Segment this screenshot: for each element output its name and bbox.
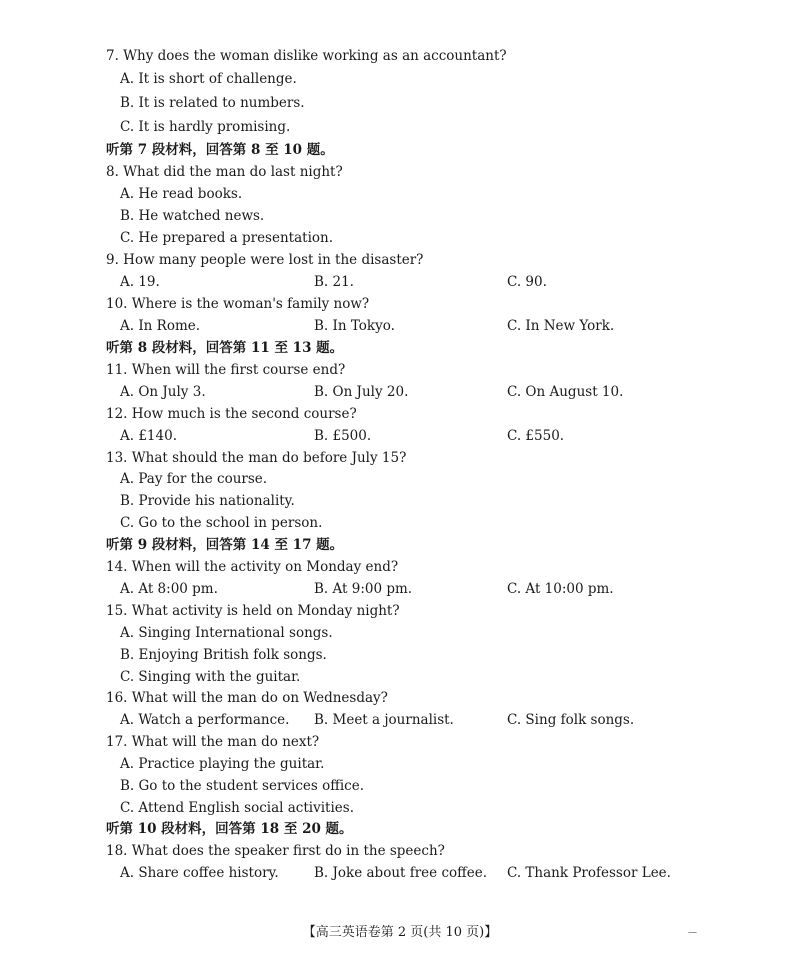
option-18a: A. Share coffee history. <box>120 865 279 881</box>
option-8b: B. He watched news. <box>120 208 265 224</box>
option-10a: A. In Rome. <box>120 318 201 334</box>
option-9b: B. 21. <box>314 274 354 290</box>
question-17: 17. What will the man do next? <box>106 734 320 750</box>
question-8: 8. What did the man do last night? <box>106 164 343 180</box>
option-17b: B. Go to the student services office. <box>120 778 365 794</box>
option-16b: B. Meet a journalist. <box>314 712 454 728</box>
option-7b: B. It is related to numbers. <box>120 95 305 111</box>
option-11b: B. On July 20. <box>314 384 409 400</box>
option-15c: C. Singing with the guitar. <box>120 669 301 685</box>
option-7c: C. It is hardly promising. <box>120 119 291 135</box>
option-14a: A. At 8:00 pm. <box>120 581 218 597</box>
question-12: 12. How much is the second course? <box>106 406 357 422</box>
option-15a: A. Singing International songs. <box>120 625 333 641</box>
scan-mark: — <box>688 928 697 938</box>
page-footer: 【高三英语卷第 2 页(共 10 页)】 <box>302 925 498 940</box>
question-16: 16. What will the man do on Wednesday? <box>106 690 388 706</box>
option-16a: A. Watch a performance. <box>120 712 290 728</box>
option-11c: C. On August 10. <box>507 384 624 400</box>
option-12b: B. £500. <box>314 428 372 444</box>
question-11: 11. When will the first course end? <box>106 362 346 378</box>
question-7: 7. Why does the woman dislike working as an accountant? <box>106 48 507 64</box>
option-18c: C. Thank Professor Lee. <box>507 865 671 881</box>
question-9: 9. How many people were lost in the disaster? <box>106 252 424 268</box>
option-16c: C. Sing folk songs. <box>507 712 635 728</box>
option-17a: A. Practice playing the guitar. <box>120 756 325 772</box>
option-12a: A. £140. <box>120 428 177 444</box>
option-8a: A. He read books. <box>120 186 243 202</box>
option-17c: C. Attend English social activities. <box>120 800 354 816</box>
option-13c: C. Go to the school in person. <box>120 515 323 531</box>
option-11a: A. On July 3. <box>120 384 206 400</box>
section-heading-8: 听第 8 段材料，回答第 11 至 13 题。 <box>106 340 344 356</box>
question-15: 15. What activity is held on Monday night? <box>106 603 400 619</box>
option-10c: C. In New York. <box>507 318 615 334</box>
option-12c: C. £550. <box>507 428 565 444</box>
section-heading-7: 听第 7 段材料，回答第 8 至 10 题。 <box>106 142 334 158</box>
question-18: 18. What does the speaker first do in the speech? <box>106 843 445 859</box>
question-14: 14. When will the activity on Monday end? <box>106 559 399 575</box>
option-18b: B. Joke about free coffee. <box>314 865 488 881</box>
section-heading-9: 听第 9 段材料，回答第 14 至 17 题。 <box>106 537 344 553</box>
option-7a: A. It is short of challenge. <box>120 71 297 87</box>
option-9c: C. 90. <box>507 274 547 290</box>
option-14b: B. At 9:00 pm. <box>314 581 413 597</box>
question-13: 13. What should the man do before July 15? <box>106 450 407 466</box>
section-heading-10: 听第 10 段材料，回答第 18 至 20 题。 <box>106 821 353 837</box>
option-14c: C. At 10:00 pm. <box>507 581 614 597</box>
question-10: 10. Where is the woman's family now? <box>106 296 370 312</box>
option-10b: B. In Tokyo. <box>314 318 395 334</box>
option-9a: A. 19. <box>120 274 160 290</box>
option-8c: C. He prepared a presentation. <box>120 230 334 246</box>
option-13b: B. Provide his nationality. <box>120 493 295 509</box>
option-15b: B. Enjoying British folk songs. <box>120 647 327 663</box>
option-13a: A. Pay for the course. <box>120 471 268 487</box>
